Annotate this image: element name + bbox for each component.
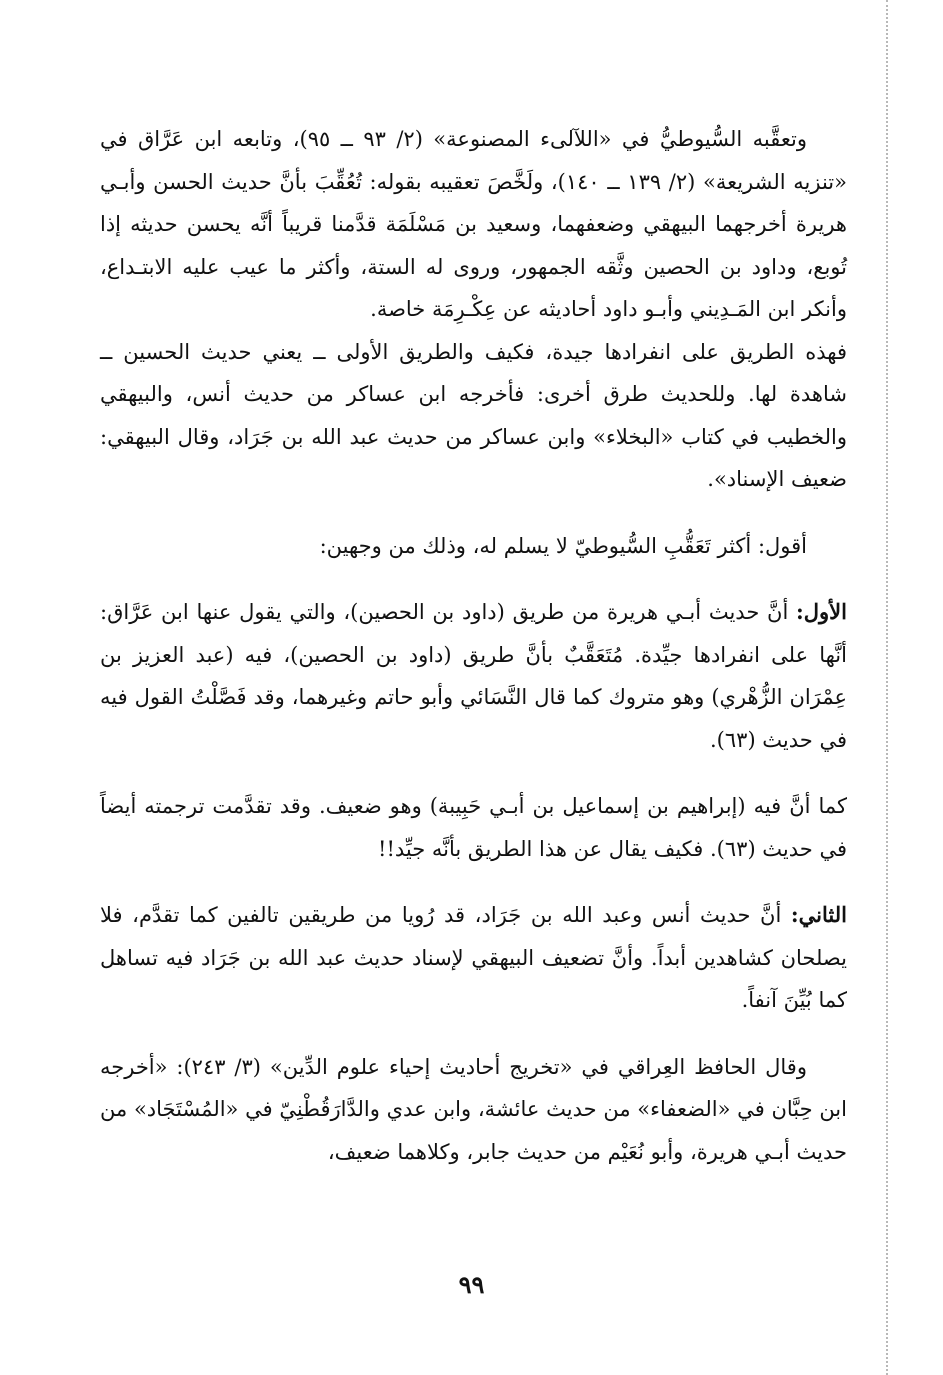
paragraph-second-point: [100, 894, 847, 1022]
second-point-label: الثاني:: [790, 902, 847, 927]
first-point-text: أنَّ حديث أبـي هريرة من طريق (داود بن الحصين)، والتي يقول عنها ابن عَرَّاق: أنَّها على انفرادها جيِّدة. مُتَعَقَّبٌ بأنَّ طريق (داود بن الحصين)، فيه (عبد العزيز بن عِمْرَان الزُّهْري) وهو متروك كما قال النَّسَائي وأبو حاتم وغيرهما، وقد فَصَّلْتُ القول فيه في حديث (٦٣).: [100, 600, 847, 752]
paragraph-suyuti-critique: وتعقَّبه السُّيوطيُّ في «اللآلىء المصنوعة» (٢/ ٩٣ ــ ٩٥)، وتابعه ابن عَرَّاق في «تنزيه الشريعة» (٢/ ١٣٩ ــ ١٤٠)، ولَخَّصَ تعقيبه بقوله: تُعُقِّبَ بأنَّ حديث الحسن وأبـي هريرة أخرجهما البيهقي وضعفهما، وسعيد بن مَسْلَمَة قدَّمنا قريباً أنَّه يحسن حديثه إذا تُوبع، وداود بن الحصين وثَّقه الجمهور، وروى له الستة، وأكثر ما عيب عليه الابتـداع، وأنكر ابن المَـدِيني وأبـو داود أحاديثه عن عِكْـرِمَة خاصة.: [100, 127, 847, 321]
paragraph-iraqi-quote: وقال الحافظ العِراقي في «تخريج أحاديث إحياء علوم الدِّين» (٣/ ٢٤٣): «أخرجه ابن حِبَّان في «الضعفاء» من حديث عائشة، وابن عدي والدَّارَقُطْنِيّ في «المُسْتَجَاد» من حديث أبـي هريرة، وأبو نُعَيْم من حديث جابر، وكلاهما ضعيف،: [100, 1054, 847, 1164]
page-number: ٩٩: [458, 1270, 485, 1299]
scan-edge-line: [886, 0, 888, 1375]
paragraph-first-point: [100, 591, 847, 761]
paragraph-ibrahim-note: كما أنَّ فيه (إبراهيم بن إسماعيل بن أبـي حَبِيبة) وهو ضعيف. وقد تقدَّمت ترجمته أيضاً في حديث (٦٣). فكيف يقال عن هذا الطريق بأنَّه جيِّد!!: [100, 794, 847, 861]
paragraph-other-routes: فهذه الطريق على انفرادها جيدة، فكيف والطريق الأولى ــ يعني حديث الحسين ــ شاهدة لها. وللحديث طرق أخرى: فأخرجه ابن عساكر من حديث أنس، والبيهقي والخطيب في كتاب «البخلاء» وابن عساكر من حديث عبد الله بن جَرَاد، وقال البيهقي: ضعيف الإسناد».: [100, 339, 847, 491]
first-point-label: الأول:: [796, 599, 847, 624]
paragraph-author-statement: أقول: أكثر تَعَقُّبِ السُّيوطيّ لا يسلم له، وذلك من وجهين:: [319, 533, 807, 558]
second-point-text: أنَّ حديث أنس وعبد الله بن جَرَاد، قد رُويا من طريقين تالفين كما تقدَّم، فلا يصلحان كشاهدين أبداً. وأنَّ تضعيف البيهقي لإسناد حديث عبد الله بن جَرَاد فيه تساهل كما بُيِّنَ آنفاً.: [100, 903, 847, 1012]
body-text: [100, 118, 847, 1173]
